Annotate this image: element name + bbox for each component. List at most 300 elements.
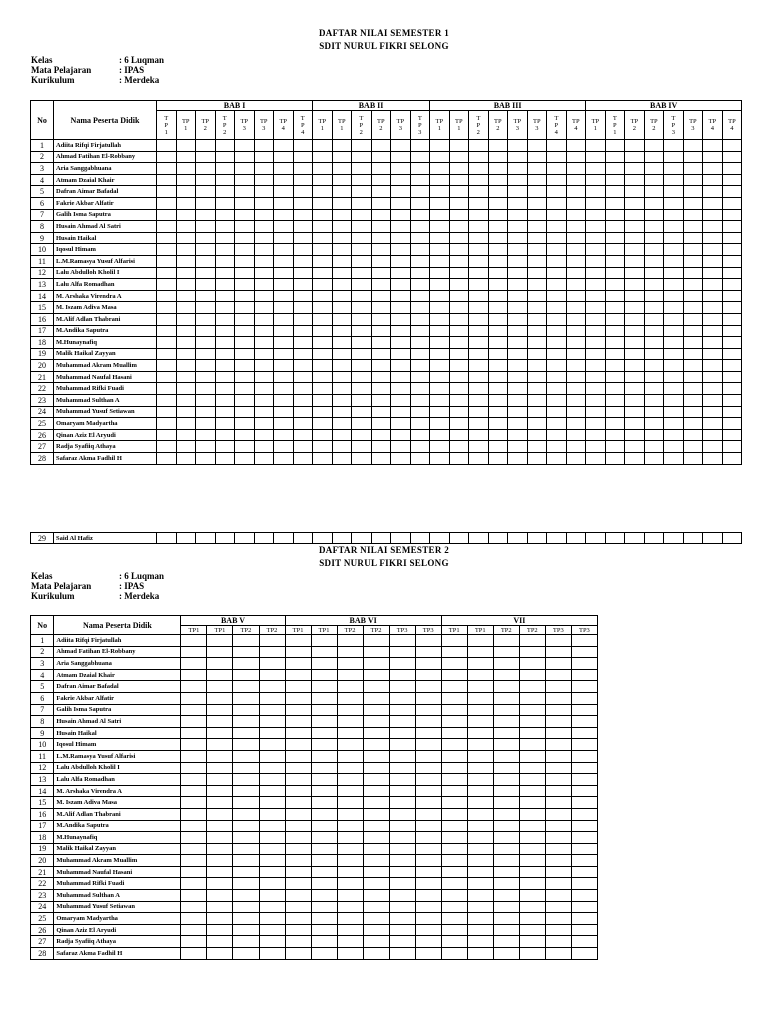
grade-cell[interactable] [683, 255, 703, 267]
grade-cell[interactable] [586, 325, 606, 337]
grade-cell[interactable] [519, 774, 545, 786]
grade-cell[interactable] [391, 244, 411, 256]
grade-cell[interactable] [703, 429, 723, 441]
grade-cell[interactable] [259, 890, 285, 902]
grade-cell[interactable] [293, 360, 313, 372]
grade-cell[interactable] [181, 832, 207, 844]
grade-cell[interactable] [625, 383, 645, 395]
grade-cell[interactable] [389, 669, 415, 681]
grade-cell[interactable] [430, 453, 450, 465]
grade-cell[interactable] [313, 418, 333, 430]
grade-cell[interactable] [391, 209, 411, 221]
grade-cell[interactable] [389, 901, 415, 913]
grade-cell[interactable] [207, 704, 233, 716]
grade-cell[interactable] [235, 209, 255, 221]
grade-cell[interactable] [508, 406, 528, 418]
grade-cell[interactable] [488, 197, 508, 209]
grade-cell[interactable] [508, 441, 528, 453]
grade-cell[interactable] [352, 313, 372, 325]
grade-cell[interactable] [332, 151, 352, 163]
grade-cell[interactable] [176, 348, 196, 360]
grade-cell[interactable] [441, 843, 467, 855]
grade-cell[interactable] [259, 820, 285, 832]
grade-cell[interactable] [235, 255, 255, 267]
grade-cell[interactable] [176, 221, 196, 233]
grade-cell[interactable] [254, 418, 274, 430]
grade-cell[interactable] [545, 692, 571, 704]
grade-cell[interactable] [259, 866, 285, 878]
grade-cell[interactable] [508, 371, 528, 383]
grade-cell[interactable] [181, 716, 207, 728]
grade-cell[interactable] [363, 658, 389, 670]
grade-cell[interactable] [547, 533, 567, 544]
grade-cell[interactable] [644, 441, 664, 453]
grade-cell[interactable] [274, 140, 294, 152]
grade-cell[interactable] [391, 163, 411, 175]
grade-cell[interactable] [467, 924, 493, 936]
grade-cell[interactable] [644, 197, 664, 209]
grade-cell[interactable] [254, 140, 274, 152]
grade-cell[interactable] [259, 681, 285, 693]
grade-cell[interactable] [625, 163, 645, 175]
grade-cell[interactable] [293, 371, 313, 383]
grade-cell[interactable] [449, 197, 469, 209]
grade-cell[interactable] [215, 302, 235, 314]
grade-cell[interactable] [371, 140, 391, 152]
grade-cell[interactable] [488, 533, 508, 544]
grade-cell[interactable] [157, 186, 177, 198]
grade-cell[interactable] [488, 279, 508, 291]
grade-cell[interactable] [259, 692, 285, 704]
grade-cell[interactable] [181, 820, 207, 832]
grade-cell[interactable] [586, 209, 606, 221]
grade-cell[interactable] [332, 221, 352, 233]
grade-cell[interactable] [605, 267, 625, 279]
grade-cell[interactable] [352, 453, 372, 465]
grade-cell[interactable] [293, 140, 313, 152]
grade-cell[interactable] [625, 406, 645, 418]
grade-cell[interactable] [311, 948, 337, 960]
grade-cell[interactable] [274, 255, 294, 267]
grade-cell[interactable] [449, 406, 469, 418]
grade-cell[interactable] [215, 418, 235, 430]
grade-cell[interactable] [285, 704, 311, 716]
grade-cell[interactable] [215, 348, 235, 360]
grade-cell[interactable] [215, 197, 235, 209]
grade-cell[interactable] [332, 163, 352, 175]
grade-cell[interactable] [527, 186, 547, 198]
grade-cell[interactable] [157, 290, 177, 302]
grade-cell[interactable] [527, 140, 547, 152]
grade-cell[interactable] [488, 232, 508, 244]
grade-cell[interactable] [254, 325, 274, 337]
grade-cell[interactable] [566, 267, 586, 279]
grade-cell[interactable] [488, 337, 508, 349]
grade-cell[interactable] [254, 279, 274, 291]
grade-cell[interactable] [285, 635, 311, 647]
grade-cell[interactable] [274, 313, 294, 325]
grade-cell[interactable] [683, 441, 703, 453]
grade-cell[interactable] [352, 371, 372, 383]
grade-cell[interactable] [259, 901, 285, 913]
grade-cell[interactable] [293, 429, 313, 441]
grade-cell[interactable] [441, 681, 467, 693]
grade-cell[interactable] [493, 878, 519, 890]
grade-cell[interactable] [566, 395, 586, 407]
grade-cell[interactable] [259, 762, 285, 774]
grade-cell[interactable] [389, 762, 415, 774]
grade-cell[interactable] [207, 669, 233, 681]
grade-cell[interactable] [254, 348, 274, 360]
grade-cell[interactable] [157, 429, 177, 441]
grade-cell[interactable] [449, 360, 469, 372]
grade-cell[interactable] [644, 174, 664, 186]
grade-cell[interactable] [207, 762, 233, 774]
grade-cell[interactable] [527, 337, 547, 349]
grade-cell[interactable] [254, 406, 274, 418]
grade-cell[interactable] [311, 704, 337, 716]
grade-cell[interactable] [389, 797, 415, 809]
grade-cell[interactable] [722, 406, 742, 418]
grade-cell[interactable] [488, 360, 508, 372]
grade-cell[interactable] [196, 533, 216, 544]
grade-cell[interactable] [274, 209, 294, 221]
grade-cell[interactable] [363, 808, 389, 820]
grade-cell[interactable] [519, 692, 545, 704]
grade-cell[interactable] [157, 383, 177, 395]
grade-cell[interactable] [285, 855, 311, 867]
grade-cell[interactable] [313, 174, 333, 186]
grade-cell[interactable] [176, 290, 196, 302]
grade-cell[interactable] [527, 151, 547, 163]
grade-cell[interactable] [337, 774, 363, 786]
grade-cell[interactable] [527, 221, 547, 233]
grade-cell[interactable] [467, 681, 493, 693]
grade-cell[interactable] [467, 635, 493, 647]
grade-cell[interactable] [469, 348, 489, 360]
grade-cell[interactable] [157, 337, 177, 349]
grade-cell[interactable] [259, 878, 285, 890]
grade-cell[interactable] [254, 441, 274, 453]
grade-cell[interactable] [410, 209, 430, 221]
grade-cell[interactable] [469, 383, 489, 395]
grade-cell[interactable] [415, 635, 441, 647]
grade-cell[interactable] [703, 209, 723, 221]
grade-cell[interactable] [527, 197, 547, 209]
grade-cell[interactable] [664, 313, 684, 325]
grade-cell[interactable] [371, 290, 391, 302]
grade-cell[interactable] [519, 913, 545, 925]
grade-cell[interactable] [176, 255, 196, 267]
grade-cell[interactable] [547, 255, 567, 267]
grade-cell[interactable] [722, 302, 742, 314]
grade-cell[interactable] [157, 406, 177, 418]
grade-cell[interactable] [235, 140, 255, 152]
grade-cell[interactable] [508, 279, 528, 291]
grade-cell[interactable] [215, 140, 235, 152]
grade-cell[interactable] [449, 383, 469, 395]
grade-cell[interactable] [415, 808, 441, 820]
grade-cell[interactable] [488, 313, 508, 325]
grade-cell[interactable] [410, 197, 430, 209]
grade-cell[interactable] [363, 878, 389, 890]
grade-cell[interactable] [430, 360, 450, 372]
grade-cell[interactable] [410, 383, 430, 395]
grade-cell[interactable] [586, 244, 606, 256]
grade-cell[interactable] [415, 924, 441, 936]
grade-cell[interactable] [683, 325, 703, 337]
grade-cell[interactable] [683, 140, 703, 152]
grade-cell[interactable] [311, 774, 337, 786]
grade-cell[interactable] [196, 360, 216, 372]
grade-cell[interactable] [311, 646, 337, 658]
grade-cell[interactable] [293, 453, 313, 465]
grade-cell[interactable] [625, 151, 645, 163]
grade-cell[interactable] [441, 635, 467, 647]
grade-cell[interactable] [259, 635, 285, 647]
grade-cell[interactable] [722, 279, 742, 291]
grade-cell[interactable] [547, 325, 567, 337]
grade-cell[interactable] [176, 418, 196, 430]
grade-cell[interactable] [157, 441, 177, 453]
grade-cell[interactable] [285, 936, 311, 948]
grade-cell[interactable] [547, 313, 567, 325]
grade-cell[interactable] [215, 360, 235, 372]
grade-cell[interactable] [389, 785, 415, 797]
grade-cell[interactable] [519, 635, 545, 647]
grade-cell[interactable] [664, 348, 684, 360]
grade-cell[interactable] [415, 646, 441, 658]
grade-cell[interactable] [722, 533, 742, 544]
grade-cell[interactable] [391, 383, 411, 395]
grade-cell[interactable] [586, 533, 606, 544]
grade-cell[interactable] [415, 750, 441, 762]
grade-cell[interactable] [467, 762, 493, 774]
grade-cell[interactable] [157, 279, 177, 291]
grade-cell[interactable] [488, 186, 508, 198]
grade-cell[interactable] [469, 197, 489, 209]
grade-cell[interactable] [430, 325, 450, 337]
grade-cell[interactable] [469, 360, 489, 372]
grade-cell[interactable] [586, 395, 606, 407]
grade-cell[interactable] [493, 913, 519, 925]
grade-cell[interactable] [293, 313, 313, 325]
grade-cell[interactable] [547, 221, 567, 233]
grade-cell[interactable] [157, 197, 177, 209]
grade-cell[interactable] [311, 936, 337, 948]
grade-cell[interactable] [371, 453, 391, 465]
grade-cell[interactable] [571, 820, 597, 832]
grade-cell[interactable] [254, 313, 274, 325]
grade-cell[interactable] [545, 669, 571, 681]
grade-cell[interactable] [547, 163, 567, 175]
grade-cell[interactable] [181, 855, 207, 867]
grade-cell[interactable] [313, 371, 333, 383]
grade-cell[interactable] [519, 924, 545, 936]
grade-cell[interactable] [467, 843, 493, 855]
grade-cell[interactable] [371, 313, 391, 325]
grade-cell[interactable] [157, 163, 177, 175]
grade-cell[interactable] [571, 901, 597, 913]
grade-cell[interactable] [157, 313, 177, 325]
grade-cell[interactable] [545, 878, 571, 890]
grade-cell[interactable] [285, 797, 311, 809]
grade-cell[interactable] [683, 151, 703, 163]
grade-cell[interactable] [508, 209, 528, 221]
grade-cell[interactable] [215, 441, 235, 453]
grade-cell[interactable] [566, 429, 586, 441]
grade-cell[interactable] [176, 209, 196, 221]
grade-cell[interactable] [391, 186, 411, 198]
grade-cell[interactable] [488, 255, 508, 267]
grade-cell[interactable] [332, 197, 352, 209]
grade-cell[interactable] [352, 418, 372, 430]
grade-cell[interactable] [545, 913, 571, 925]
grade-cell[interactable] [508, 244, 528, 256]
grade-cell[interactable] [493, 924, 519, 936]
grade-cell[interactable] [545, 750, 571, 762]
grade-cell[interactable] [233, 716, 259, 728]
grade-cell[interactable] [493, 785, 519, 797]
grade-cell[interactable] [415, 890, 441, 902]
grade-cell[interactable] [441, 774, 467, 786]
grade-cell[interactable] [566, 151, 586, 163]
grade-cell[interactable] [196, 244, 216, 256]
grade-cell[interactable] [313, 348, 333, 360]
grade-cell[interactable] [449, 313, 469, 325]
grade-cell[interactable] [235, 441, 255, 453]
grade-cell[interactable] [352, 395, 372, 407]
grade-cell[interactable] [625, 232, 645, 244]
grade-cell[interactable] [586, 279, 606, 291]
grade-cell[interactable] [389, 890, 415, 902]
grade-cell[interactable] [233, 646, 259, 658]
grade-cell[interactable] [293, 395, 313, 407]
grade-cell[interactable] [664, 453, 684, 465]
grade-cell[interactable] [703, 418, 723, 430]
grade-cell[interactable] [293, 232, 313, 244]
grade-cell[interactable] [664, 186, 684, 198]
grade-cell[interactable] [363, 692, 389, 704]
grade-cell[interactable] [391, 255, 411, 267]
grade-cell[interactable] [293, 267, 313, 279]
grade-cell[interactable] [683, 221, 703, 233]
grade-cell[interactable] [571, 635, 597, 647]
grade-cell[interactable] [311, 739, 337, 751]
grade-cell[interactable] [415, 669, 441, 681]
grade-cell[interactable] [313, 209, 333, 221]
grade-cell[interactable] [176, 151, 196, 163]
grade-cell[interactable] [547, 267, 567, 279]
grade-cell[interactable] [415, 797, 441, 809]
grade-cell[interactable] [363, 936, 389, 948]
grade-cell[interactable] [196, 163, 216, 175]
grade-cell[interactable] [313, 186, 333, 198]
grade-cell[interactable] [389, 692, 415, 704]
grade-cell[interactable] [449, 267, 469, 279]
grade-cell[interactable] [571, 669, 597, 681]
grade-cell[interactable] [430, 174, 450, 186]
grade-cell[interactable] [488, 395, 508, 407]
grade-cell[interactable] [508, 267, 528, 279]
grade-cell[interactable] [311, 855, 337, 867]
grade-cell[interactable] [586, 221, 606, 233]
grade-cell[interactable] [311, 785, 337, 797]
grade-cell[interactable] [722, 371, 742, 383]
grade-cell[interactable] [605, 232, 625, 244]
grade-cell[interactable] [415, 785, 441, 797]
grade-cell[interactable] [571, 727, 597, 739]
grade-cell[interactable] [493, 774, 519, 786]
grade-cell[interactable] [371, 174, 391, 186]
grade-cell[interactable] [233, 692, 259, 704]
grade-cell[interactable] [313, 395, 333, 407]
grade-cell[interactable] [332, 290, 352, 302]
grade-cell[interactable] [545, 924, 571, 936]
grade-cell[interactable] [391, 174, 411, 186]
grade-cell[interactable] [254, 429, 274, 441]
grade-cell[interactable] [449, 453, 469, 465]
grade-cell[interactable] [274, 267, 294, 279]
grade-cell[interactable] [703, 533, 723, 544]
grade-cell[interactable] [683, 197, 703, 209]
grade-cell[interactable] [332, 383, 352, 395]
grade-cell[interactable] [664, 533, 684, 544]
grade-cell[interactable] [293, 533, 313, 544]
grade-cell[interactable] [664, 406, 684, 418]
grade-cell[interactable] [233, 635, 259, 647]
grade-cell[interactable] [337, 832, 363, 844]
grade-cell[interactable] [467, 774, 493, 786]
grade-cell[interactable] [441, 762, 467, 774]
grade-cell[interactable] [566, 313, 586, 325]
grade-cell[interactable] [625, 302, 645, 314]
grade-cell[interactable] [332, 418, 352, 430]
grade-cell[interactable] [337, 750, 363, 762]
grade-cell[interactable] [449, 279, 469, 291]
grade-cell[interactable] [176, 232, 196, 244]
grade-cell[interactable] [313, 140, 333, 152]
grade-cell[interactable] [508, 418, 528, 430]
grade-cell[interactable] [311, 669, 337, 681]
grade-cell[interactable] [259, 646, 285, 658]
grade-cell[interactable] [644, 418, 664, 430]
grade-cell[interactable] [683, 383, 703, 395]
grade-cell[interactable] [391, 267, 411, 279]
grade-cell[interactable] [337, 658, 363, 670]
grade-cell[interactable] [547, 429, 567, 441]
grade-cell[interactable] [664, 221, 684, 233]
grade-cell[interactable] [415, 762, 441, 774]
grade-cell[interactable] [233, 750, 259, 762]
grade-cell[interactable] [215, 244, 235, 256]
grade-cell[interactable] [285, 808, 311, 820]
grade-cell[interactable] [545, 739, 571, 751]
grade-cell[interactable] [519, 681, 545, 693]
grade-cell[interactable] [352, 232, 372, 244]
grade-cell[interactable] [415, 913, 441, 925]
grade-cell[interactable] [285, 669, 311, 681]
grade-cell[interactable] [547, 151, 567, 163]
grade-cell[interactable] [488, 302, 508, 314]
grade-cell[interactable] [196, 209, 216, 221]
grade-cell[interactable] [313, 163, 333, 175]
grade-cell[interactable] [311, 658, 337, 670]
grade-cell[interactable] [274, 197, 294, 209]
grade-cell[interactable] [181, 739, 207, 751]
grade-cell[interactable] [371, 429, 391, 441]
grade-cell[interactable] [332, 429, 352, 441]
